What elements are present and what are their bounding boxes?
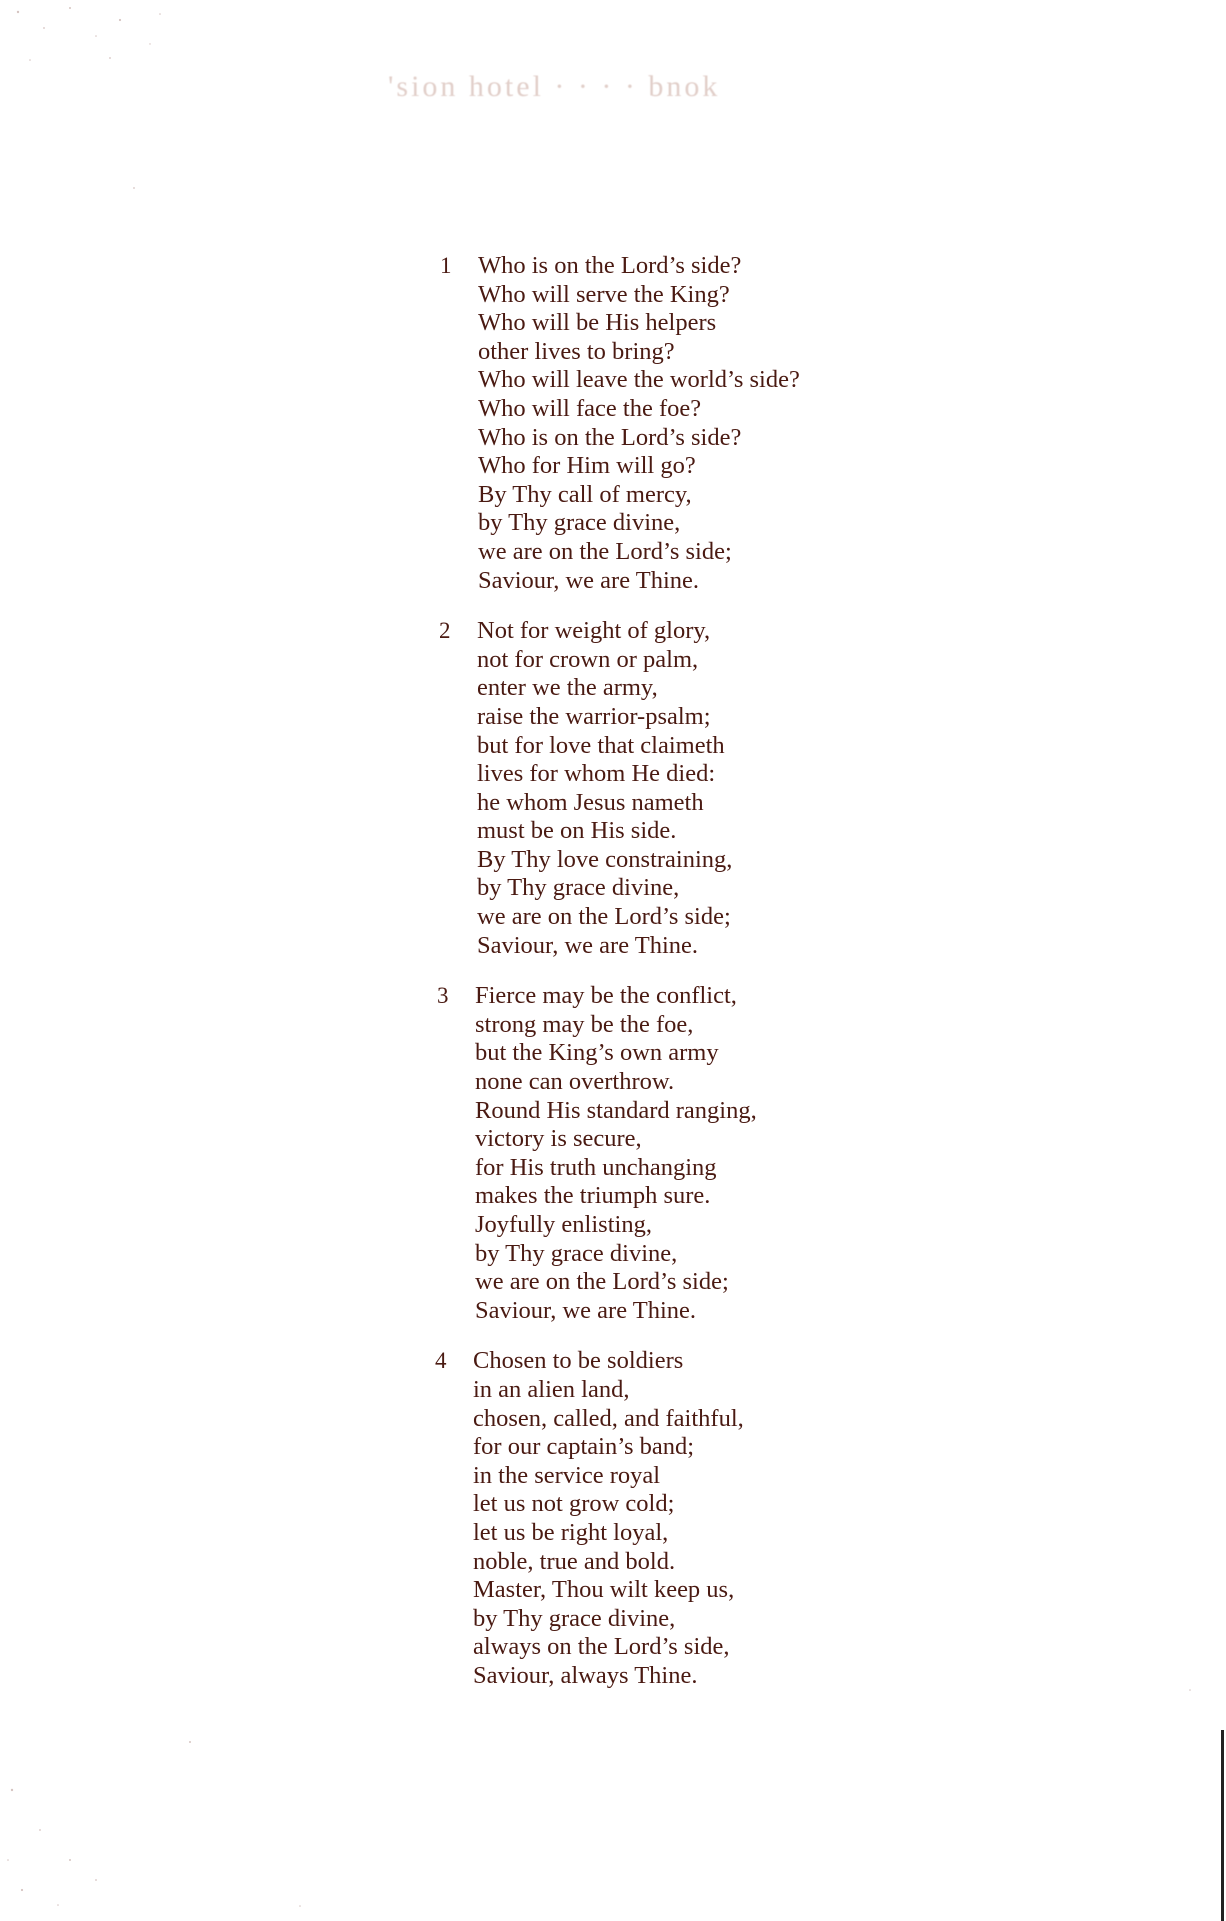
verse-line: we are on the Lord’s side; (477, 903, 731, 931)
scan-edge-shadow (1221, 1730, 1224, 1921)
verse-line: noble, true and bold. (473, 1547, 676, 1575)
verse-number: 3 (437, 983, 449, 1009)
verse-line: by Thy grace divine, (475, 1239, 678, 1267)
verse-line: but the King’s own army (475, 1039, 719, 1067)
verse-number: 4 (435, 1348, 447, 1374)
verse-line: in the service royal (473, 1461, 661, 1489)
verse-line: let us be right loyal, (473, 1518, 669, 1546)
verse-1 (440, 252, 860, 595)
verse-line: Who will face the foe? (478, 394, 702, 422)
verse-line: By Thy love constraining, (477, 845, 733, 873)
verse-line: Who will leave the world’s side? (478, 366, 800, 394)
verse-line: Saviour, always Thine. (473, 1661, 698, 1689)
verse-line: Who is on the Lord’s side? (478, 252, 742, 279)
verse-line: he whom Jesus nameth (477, 788, 704, 816)
verse-line: for His truth unchanging (475, 1153, 717, 1181)
verse-line: By Thy call of mercy, (478, 480, 692, 508)
verse-number: 2 (439, 618, 451, 644)
verse-line: by Thy grace divine, (473, 1604, 676, 1632)
verse-line: we are on the Lord’s side; (478, 537, 732, 565)
verse-line: victory is secure, (475, 1125, 642, 1153)
verse-line: none can overthrow. (475, 1068, 675, 1096)
verse-line: strong may be the foe, (475, 1010, 694, 1038)
verse-line: Who will serve the King? (478, 280, 730, 308)
verse-line: Joyfully enlisting, (475, 1211, 652, 1238)
verse-line: raise the warrior-psalm; (477, 702, 711, 730)
verse-line: Who will be His helpers (478, 309, 717, 337)
faded-header-text: 'sion hotel · · · · bnok (388, 70, 721, 103)
verse-lines (478, 252, 860, 595)
verse-line: enter we the army, (477, 674, 658, 702)
verse-line: Saviour, we are Thine. (475, 1296, 697, 1324)
verse-line: Saviour, we are Thine. (478, 566, 700, 594)
verse-line: by Thy grace divine, (478, 509, 681, 537)
verse-line: let us not grow cold; (473, 1490, 675, 1518)
verse-line: chosen, called, and faithful, (473, 1404, 744, 1432)
verse-line: Master, Thou wilt keep us, (473, 1576, 735, 1604)
verse-line: Not for weight of glory, (477, 617, 711, 645)
verse-line: Who is on the Lord’s side? (478, 423, 742, 451)
verse-lines (473, 1347, 860, 1690)
verse-line: lives for whom He died: (477, 760, 716, 788)
verse-line: Saviour, we are Thine. (477, 931, 699, 959)
verse-line: Who for Him will go? (478, 452, 696, 480)
verse-lines (475, 982, 860, 1325)
verse-line: Chosen to be soldiers (473, 1347, 684, 1375)
verse-line: other lives to bring? (478, 337, 675, 365)
verse-line: for our captain’s band; (473, 1433, 695, 1461)
verse-line: but for love that claimeth (477, 731, 725, 759)
verse-2 (439, 617, 860, 960)
hymn-text (435, 252, 860, 1713)
verse-line: not for crown or palm, (477, 645, 699, 673)
verse-line: in an alien land, (473, 1375, 630, 1403)
verse-line: Fierce may be the conflict, (475, 982, 737, 1010)
verse-line: Round His standard ranging, (475, 1096, 757, 1124)
verse-number: 1 (440, 253, 452, 278)
verse-4 (435, 1347, 860, 1690)
verse-line: we are on the Lord’s side; (475, 1268, 729, 1296)
verse-lines (477, 617, 860, 960)
verse-line: by Thy grace divine, (477, 874, 680, 902)
verse-line: must be on His side. (477, 817, 677, 845)
verse-line: makes the triumph sure. (475, 1182, 711, 1210)
verse-line: always on the Lord’s side, (473, 1633, 730, 1661)
verse-3 (437, 982, 860, 1325)
